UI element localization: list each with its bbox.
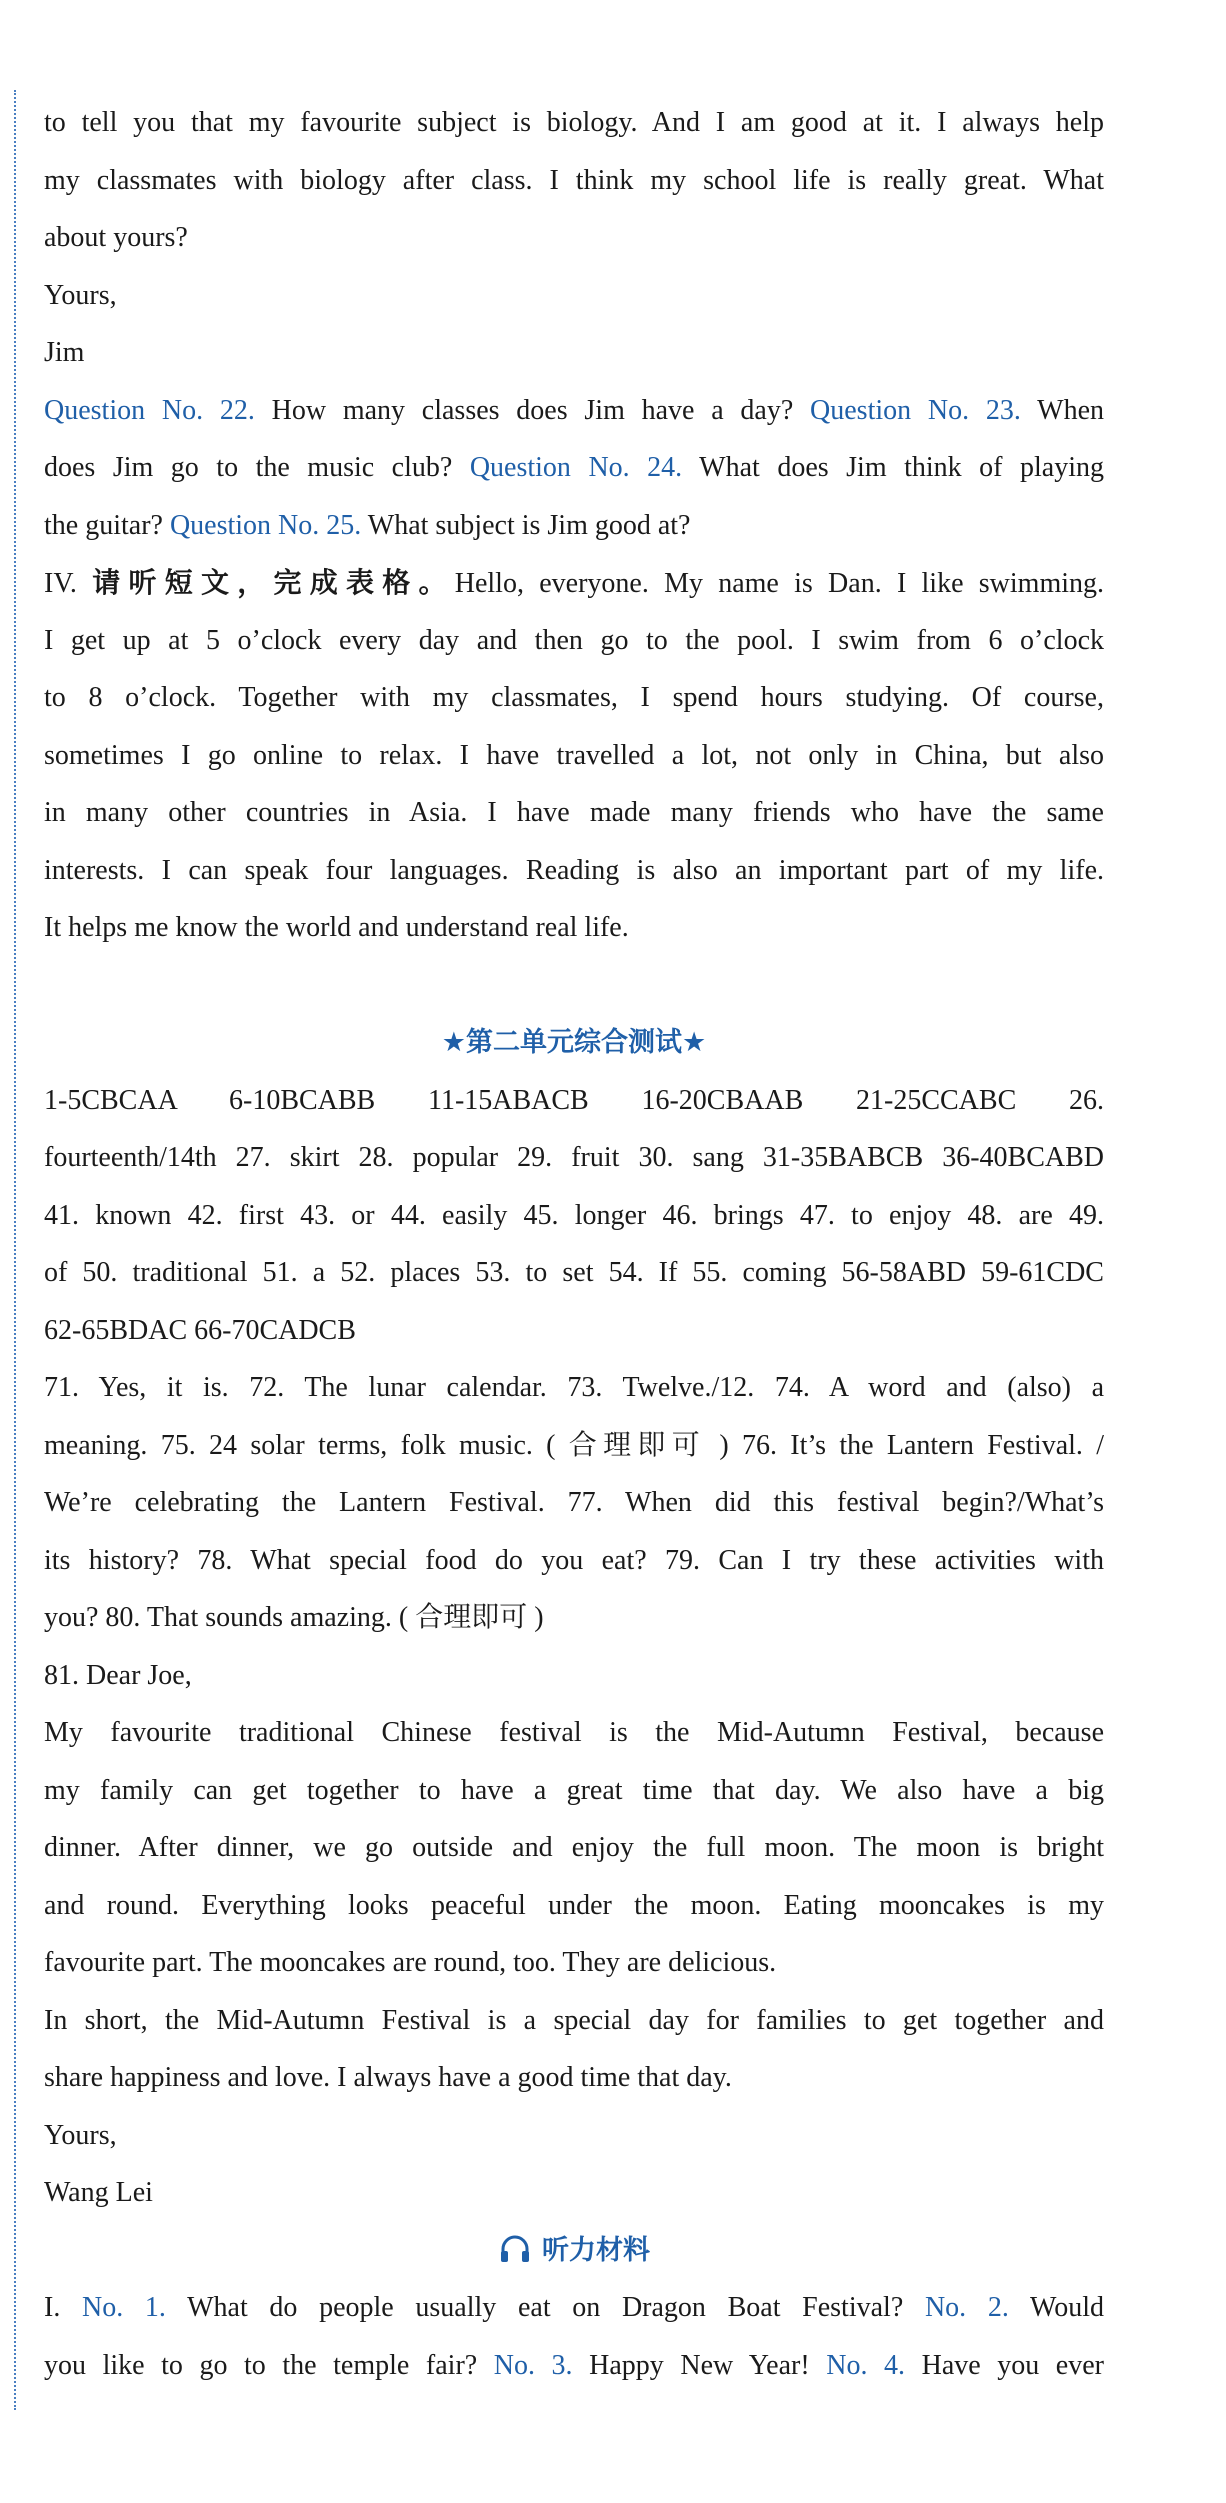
letter1-line: about yours? <box>44 222 188 253</box>
question-label-22: Question No. 22. <box>44 394 255 426</box>
questions-line <box>44 439 1104 497</box>
section4-line: sometimes I go online to relax. I have travelled a lot, not only in China, but also <box>44 739 1104 771</box>
written-answer-line: you? 80. That sounds amazing. ( 合理即可 ) <box>44 1602 544 1633</box>
question-text-23: When <box>1020 394 1104 426</box>
written-answer-line: meaning. 75. 24 solar terms, folk music. ( 合理即可 ) 76. It’s the Lantern Festival. / <box>44 1429 1104 1461</box>
answer-line: 62-65BDAC 66-70CADCB <box>44 1314 356 1346</box>
section4-text: Hello, everyone. My name is Dan. I like swimming. <box>454 568 1104 599</box>
letter2-line: share happiness and love. I always have a good time that day. <box>44 2062 732 2093</box>
question-label-25: Question No. 25. <box>169 509 362 541</box>
section4-line: interests. I can speak four languages. Reading is also an important part of my life. <box>44 854 1104 886</box>
listening-heading <box>44 2222 1104 2280</box>
letter2-line: My favourite traditional Chinese festival is the Mid-Autumn Festival, because <box>44 1717 1104 1748</box>
section4-label: IV. <box>44 568 93 599</box>
letter2-line: dinner. After dinner, we go outside and enjoy the full moon. The moon is bright <box>44 1832 1104 1863</box>
unit2-heading: ★第二单元综合测试★ <box>441 1027 707 1058</box>
section4-line <box>44 554 1104 612</box>
document-body <box>44 94 1104 2394</box>
question-text-25: What subject is Jim good at? <box>361 509 691 541</box>
written-answer-line: 71. Yes, it is. 72. The lunar calendar. 73. Twelve./12. 74. A word and (also) a <box>44 1372 1104 1403</box>
letter1-line: my classmates with biology after class. I think my school life is really great. What <box>44 164 1104 196</box>
listening-no-2-text: you like to go to the temple fair? <box>44 2349 494 2381</box>
section4-line: in many other countries in Asia. I have made many friends who have the same <box>44 797 1104 828</box>
letter2-closing: Yours, <box>44 2119 117 2151</box>
questions-line <box>44 382 1104 440</box>
question-text-24: the guitar? <box>44 509 170 541</box>
listening-no-2-text: Would <box>1008 2292 1104 2323</box>
answer-line: of 50. traditional 51. a 52. places 53. to set 54. If 55. coming 56-58ABD 59-61CDC <box>44 1257 1104 1288</box>
letter1-signature: Jim <box>44 337 85 368</box>
question-text-22: How many classes does Jim have a day? <box>254 394 811 426</box>
questions-line <box>44 497 1104 555</box>
listening-no-2-label: No. 2. <box>924 2292 1009 2323</box>
listening-no-3-label: No. 3. <box>493 2349 573 2381</box>
listening-no-4-text: Have you ever <box>905 2349 1104 2381</box>
question-label-23: Question No. 23. <box>810 394 1021 426</box>
letter1-line: to tell you that my favourite subject is biology. And I am good at it. I always help <box>44 107 1104 138</box>
section4-line: to 8 o’clock. Together with my classmates, I spend hours studying. Of course, <box>44 682 1104 713</box>
listening-no-1-text: What do people usually eat on Dragon Boat Festival? <box>165 2292 925 2323</box>
letter2-line: In short, the Mid-Autumn Festival is a special day for families to get together and <box>44 2004 1104 2036</box>
answer-line: fourteenth/14th 27. skirt 28. popular 29. fruit 30. sang 31-35BABCB 36-40BCABD <box>44 1142 1104 1173</box>
written-answer-line: its history? 78. What special food do you eat? 79. Can I try these activities with <box>44 1544 1104 1576</box>
listening-no-3-text: Happy New Year! <box>572 2349 827 2381</box>
letter2-line: and round. Everything looks peaceful under the moon. Eating mooncakes is my <box>44 1889 1104 1921</box>
letter2-line: my family can get together to have a great time that day. We also have a big <box>44 1774 1104 1806</box>
written-answer-line: We’re celebrating the Lantern Festival. 77. When did this festival begin?/What’s <box>44 1487 1104 1518</box>
listening-no-4-label: No. 4. <box>826 2349 906 2381</box>
section4-instruction: 请听短文，完成表格。 <box>92 566 455 599</box>
letter1-closing: Yours, <box>44 279 117 311</box>
question-text-23: does Jim go to the music club? <box>44 452 470 483</box>
question-label-24: Question No. 24. <box>469 452 683 483</box>
letter2-signature: Wang Lei <box>44 2177 153 2208</box>
listening-no-1-label: No. 1. <box>82 2292 166 2323</box>
question-text-24: What does Jim think of playing <box>682 452 1104 483</box>
headphones-icon <box>498 2227 532 2257</box>
section4-line: It helps me know the world and understand real life. <box>44 912 629 943</box>
listening-line <box>44 2337 1104 2395</box>
listening-heading-text: 听力材料 <box>542 2234 650 2266</box>
listening-part-label: I. <box>44 2292 83 2323</box>
section4-line: I get up at 5 o’clock every day and then go to the pool. I swim from 6 o’clock <box>44 624 1104 656</box>
answer-line: 41. known 42. first 43. or 44. easily 45. longer 46. brings 47. to enjoy 48. are 49. <box>44 1199 1104 1231</box>
letter2-greeting: 81. Dear Joe, <box>44 1659 192 1691</box>
letter2-line: favourite part. The mooncakes are round, too. They are delicious. <box>44 1947 777 1978</box>
margin-dotted-line <box>14 90 16 2410</box>
listening-line <box>44 2279 1104 2337</box>
answer-line: 1-5CBCAA 6-10BCABB 11-15ABACB 16-20CBAAB 21-25CCABC 26. <box>44 1084 1104 1116</box>
